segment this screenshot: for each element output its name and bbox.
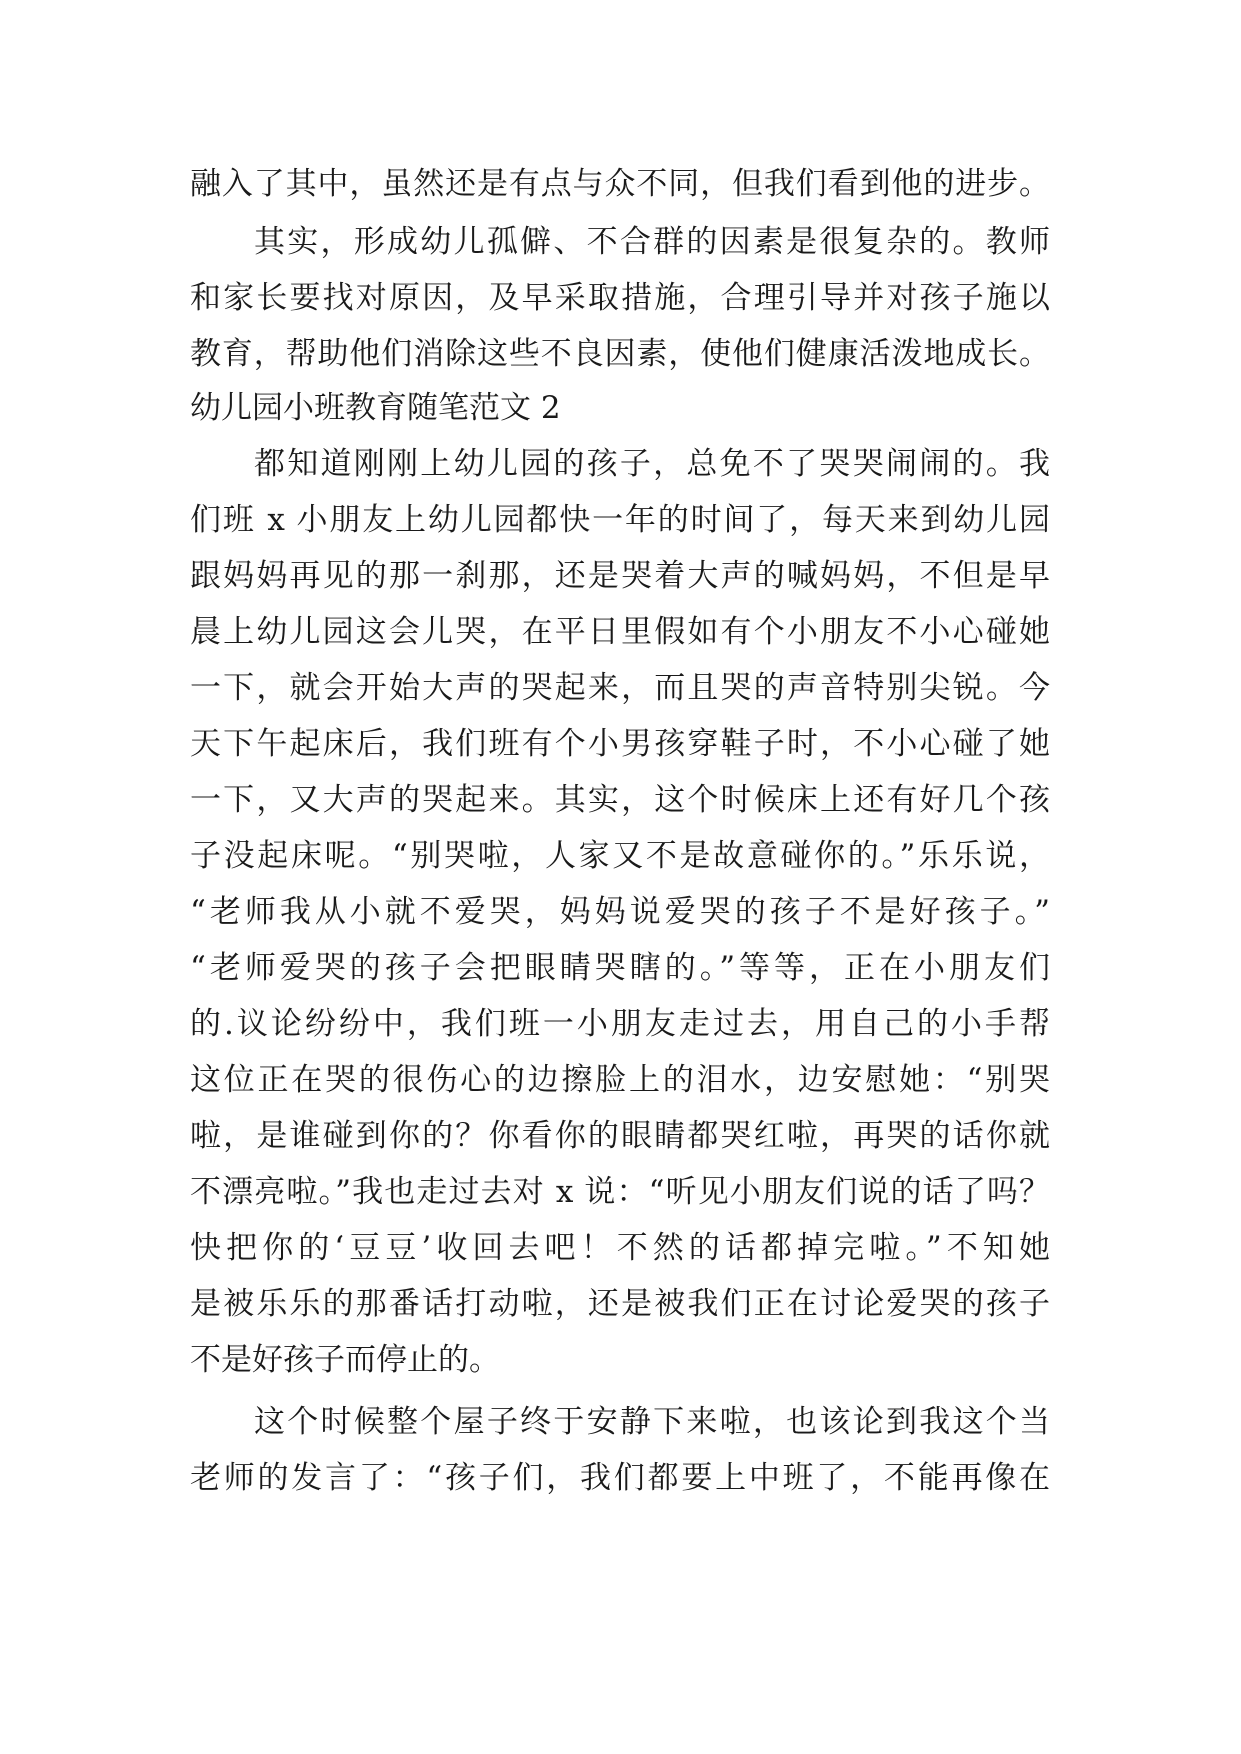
text-line: 天下午起床后，我们班有个小男孩穿鞋子时，不小心碰了她 [190,726,1050,762]
text-line: 不漂亮啦。”我也走过去对 x 说：“听见小朋友们说的话了吗？ [190,1174,1050,1210]
text-line: 们班 x 小朋友上幼儿园都快一年的时间了，每天来到幼儿园 [190,502,1050,538]
text-line: 老师的发言了：“孩子们，我们都要上中班了，不能再像在 [190,1460,1050,1496]
text-line: 跟妈妈再见的那一刹那，还是哭着大声的喊妈妈，不但是早 [190,558,1050,594]
text-line: 融入了其中，虽然还是有点与众不同，但我们看到他的进步。 [190,166,1050,202]
text-line: “老师爱哭的孩子会把眼睛哭瞎的。”等等，正在小朋友们 [190,950,1050,986]
section-heading: 幼儿园小班教育随笔范文 2 [190,390,561,426]
text-line: 快把你的‘豆豆’收回去吧！不然的话都掉完啦。”不知她 [190,1230,1050,1266]
text-line: “老师我从小就不爱哭，妈妈说爱哭的孩子不是好孩子。” [190,894,1050,930]
paragraph-first-line: 这个时候整个屋子终于安静下来啦，也该论到我这个当 [254,1404,1050,1440]
paragraph-first-line: 都知道刚刚上幼儿园的孩子，总免不了哭哭闹闹的。我 [254,446,1050,482]
text-line: 晨上幼儿园这会儿哭，在平日里假如有个小朋友不小心碰她 [190,614,1050,650]
text-line: 这位正在哭的很伤心的边擦脸上的泪水，边安慰她：“别哭 [190,1062,1050,1098]
text-line: 不是好孩子而停止的。 [190,1342,500,1378]
text-line: 子没起床呢。“别哭啦，人家又不是故意碰你的。”乐乐说， [190,838,1050,874]
text-line: 一下，又大声的哭起来。其实，这个时候床上还有好几个孩 [190,782,1050,818]
text-line: 是被乐乐的那番话打动啦，还是被我们正在讨论爱哭的孩子 [190,1286,1050,1322]
text-line: 教育，帮助他们消除这些不良因素，使他们健康活泼地成长。 [190,336,1050,372]
text-line: 啦，是谁碰到你的？你看你的眼睛都哭红啦，再哭的话你就 [190,1118,1050,1154]
paragraph-first-line: 其实，形成幼儿孤僻、不合群的因素是很复杂的。教师 [254,224,1050,260]
text-line: 一下，就会开始大声的哭起来，而且哭的声音特别尖锐。今 [190,670,1050,706]
text-line: 和家长要找对原因，及早采取措施，合理引导并对孩子施以 [190,280,1050,316]
text-line: 的.议论纷纷中，我们班一小朋友走过去，用自己的小手帮 [190,1006,1050,1042]
